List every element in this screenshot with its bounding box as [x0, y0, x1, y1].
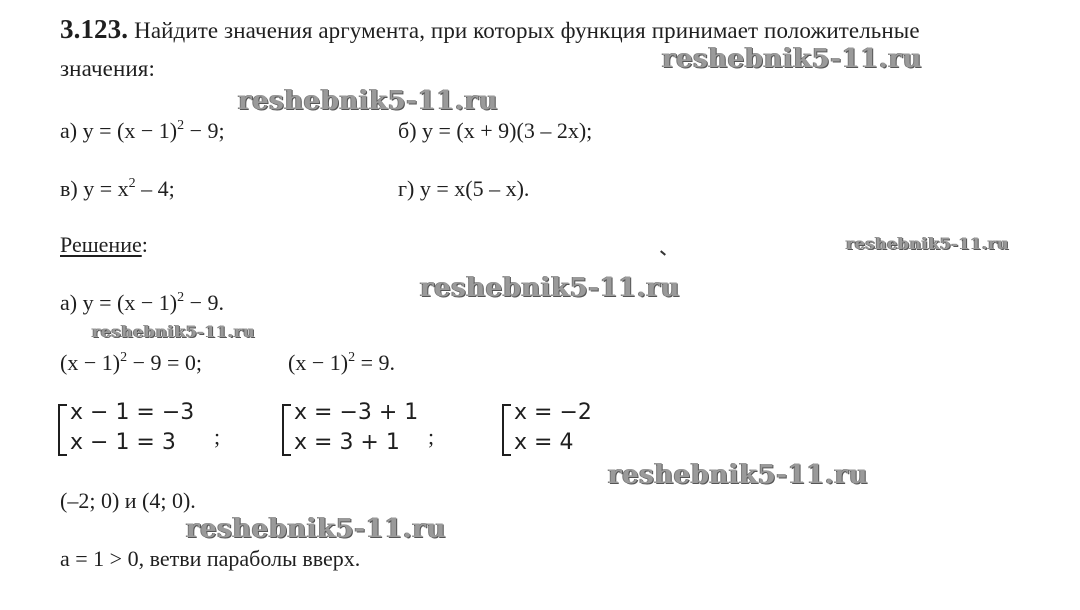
system-1-row-1: x − 1 = −3 [70, 400, 195, 425]
item-b: б) y = (x + 9)(3 – 2x); [398, 118, 593, 143]
equation-2-exponent: 2 [348, 350, 356, 365]
stray-mark [660, 250, 666, 255]
solution-a-exponent: 2 [177, 290, 185, 305]
equation-1-exponent: 2 [120, 350, 128, 365]
solution-heading [60, 232, 148, 258]
item-v-suffix: – 4; [135, 176, 175, 201]
item-a-suffix: − 9; [184, 118, 225, 143]
bracket-icon [282, 404, 291, 456]
solution-a-prefix: а) y = (x − 1) [60, 290, 178, 315]
equation-1-prefix: (x − 1) [60, 350, 121, 375]
watermark: reshebnik5-11.ru [186, 514, 447, 544]
solution-a-suffix: − 9. [184, 290, 224, 315]
equation-system-3 [502, 398, 622, 460]
item-a [60, 118, 225, 144]
watermark: reshebnik5-11.ru [420, 273, 681, 303]
problem-statement [60, 14, 920, 45]
solution-colon: : [141, 232, 148, 257]
solution-a-heading [60, 290, 224, 316]
watermark: reshebnik5-11.ru [608, 460, 869, 490]
watermark: reshebnik5-11.ru [662, 44, 923, 74]
equation-system-1 [58, 398, 221, 460]
problem-text-line2: значения: [60, 56, 155, 81]
system-3-row-2: x = 4 [514, 430, 574, 455]
equation-2-suffix: = 9. [355, 350, 395, 375]
equation-1-suffix: − 9 = 0; [127, 350, 202, 375]
watermark: reshebnik5-11.ru [238, 86, 499, 116]
system-2-row-2: x = 3 + 1 [294, 430, 400, 455]
intersection-points: (–2; 0) и (4; 0). [60, 488, 196, 513]
equation-2 [288, 350, 395, 376]
item-v-exponent: 2 [128, 176, 136, 191]
equation-2-prefix: (x − 1) [288, 350, 349, 375]
item-v-prefix: в) y = x [60, 176, 129, 201]
problem-number: 3.123. [60, 14, 129, 44]
system-1-row-2: x − 1 = 3 [70, 430, 176, 455]
system-2-row-1: x = −3 + 1 [294, 400, 419, 425]
equation-system-2 [282, 398, 442, 460]
item-v [60, 176, 175, 202]
bracket-icon [58, 404, 67, 456]
separator: ; [428, 424, 435, 449]
solution-label: Решение [60, 232, 142, 257]
item-g: г) y = x(5 – x). [398, 176, 530, 201]
system-3-row-1: x = −2 [514, 400, 592, 425]
item-a-exponent: 2 [177, 118, 185, 133]
item-a-prefix: а) y = (x − 1) [60, 118, 178, 143]
bracket-icon [502, 404, 511, 456]
separator: ; [214, 424, 221, 449]
watermark: reshebnik5-11.ru [846, 234, 1010, 253]
conclusion: a = 1 > 0, ветви параболы вверх. [60, 546, 361, 571]
problem-text-line1: Найдите значения аргумента, при которых функция принимает положительные [134, 18, 920, 43]
equation-1 [60, 350, 202, 376]
watermark: reshebnik5-11.ru [92, 322, 256, 341]
